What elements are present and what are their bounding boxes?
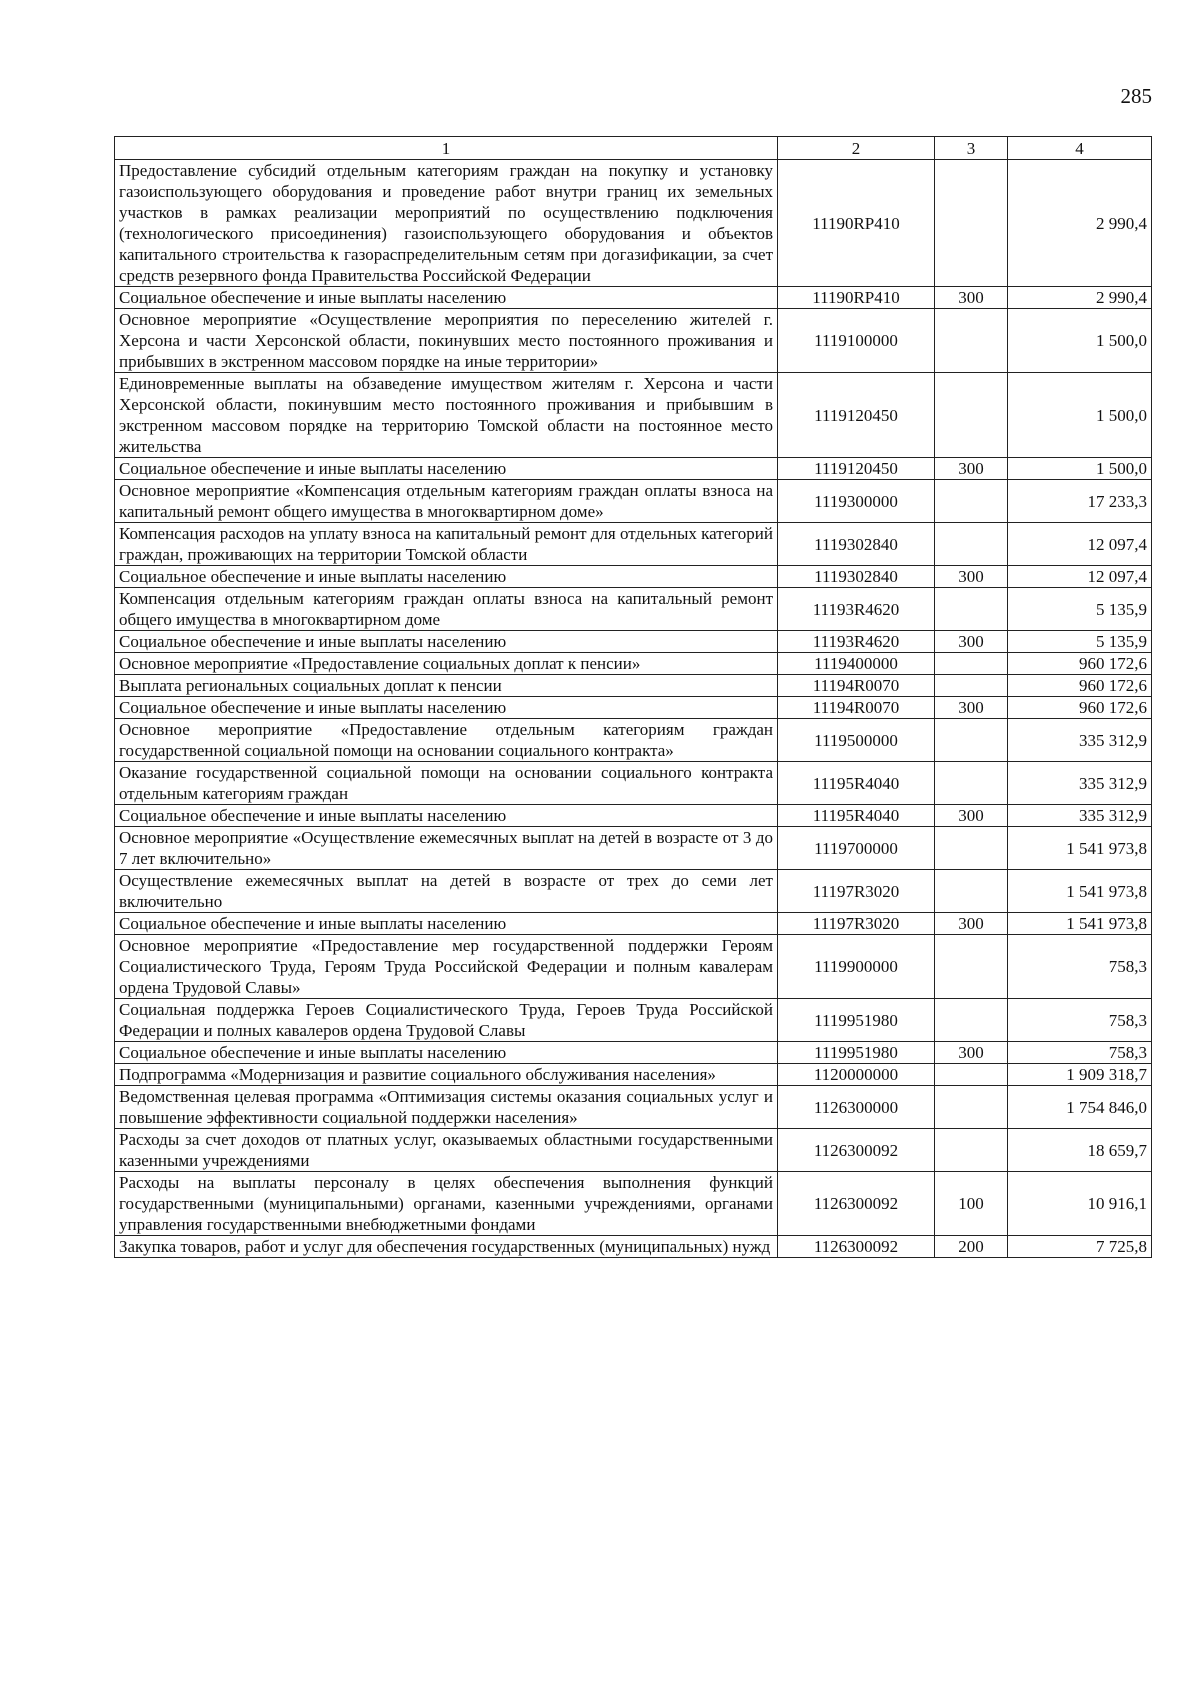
row-code: 1126300092 [778, 1172, 935, 1236]
table-row [115, 373, 1152, 458]
table-row [115, 697, 1152, 719]
table-row [115, 480, 1152, 523]
row-code: 1119500000 [778, 719, 935, 762]
row-code: 11190RP410 [778, 160, 935, 287]
row-type [935, 480, 1008, 523]
table-row [115, 566, 1152, 588]
row-code: 1120000000 [778, 1064, 935, 1086]
row-code: 11190RP410 [778, 287, 935, 309]
row-code: 11193R4620 [778, 631, 935, 653]
table-body [115, 160, 1152, 1258]
row-sum: 1 541 973,8 [1008, 870, 1152, 913]
row-code: 11194R0070 [778, 697, 935, 719]
row-type: 300 [935, 631, 1008, 653]
table-row [115, 827, 1152, 870]
row-sum: 12 097,4 [1008, 523, 1152, 566]
table-header [115, 137, 1152, 160]
row-type [935, 935, 1008, 999]
table-row [115, 999, 1152, 1042]
row-name: Социальная поддержка Героев Социалистического Труда, Героев Труда Российской Федерации и полных кавалеров ордена Трудовой Славы [115, 999, 778, 1042]
row-name: Социальное обеспечение и иные выплаты населению [115, 566, 778, 588]
table-row [115, 805, 1152, 827]
row-type [935, 675, 1008, 697]
table-row [115, 653, 1152, 675]
row-code: 1119400000 [778, 653, 935, 675]
row-name: Социальное обеспечение и иные выплаты населению [115, 697, 778, 719]
row-sum: 335 312,9 [1008, 805, 1152, 827]
row-sum: 960 172,6 [1008, 675, 1152, 697]
table-row [115, 631, 1152, 653]
row-code: 1119100000 [778, 309, 935, 373]
row-sum: 1 500,0 [1008, 309, 1152, 373]
row-type: 200 [935, 1236, 1008, 1258]
row-sum: 12 097,4 [1008, 566, 1152, 588]
row-type [935, 827, 1008, 870]
row-type [935, 160, 1008, 287]
row-code: 1126300092 [778, 1129, 935, 1172]
table-row [115, 935, 1152, 999]
row-type: 100 [935, 1172, 1008, 1236]
row-sum: 758,3 [1008, 1042, 1152, 1064]
table-row [115, 588, 1152, 631]
row-type: 300 [935, 458, 1008, 480]
table-row [115, 1086, 1152, 1129]
row-name: Подпрограмма «Модернизация и развитие социального обслуживания населения» [115, 1064, 778, 1086]
row-sum: 960 172,6 [1008, 653, 1152, 675]
row-type [935, 999, 1008, 1042]
table-row [115, 719, 1152, 762]
row-type [935, 870, 1008, 913]
header-row [115, 137, 1152, 160]
row-name: Социальное обеспечение и иные выплаты населению [115, 631, 778, 653]
table-row [115, 762, 1152, 805]
budget-table [114, 136, 1152, 1258]
table-row [115, 913, 1152, 935]
table-row [115, 160, 1152, 287]
header-col-code: 2 [778, 137, 935, 160]
row-sum: 17 233,3 [1008, 480, 1152, 523]
row-sum: 335 312,9 [1008, 719, 1152, 762]
row-code: 1119120450 [778, 373, 935, 458]
table-row [115, 1129, 1152, 1172]
table-row [115, 309, 1152, 373]
row-name: Социальное обеспечение и иные выплаты населению [115, 458, 778, 480]
row-code: 1119951980 [778, 1042, 935, 1064]
row-name: Социальное обеспечение и иные выплаты населению [115, 913, 778, 935]
row-sum: 1 909 318,7 [1008, 1064, 1152, 1086]
row-code: 11197R3020 [778, 870, 935, 913]
row-name: Расходы за счет доходов от платных услуг, оказываемых областными государственными казенными учреждениями [115, 1129, 778, 1172]
row-sum: 1 500,0 [1008, 458, 1152, 480]
row-code: 1126300092 [778, 1236, 935, 1258]
row-type: 300 [935, 1042, 1008, 1064]
row-type [935, 1064, 1008, 1086]
page-number: 285 [1120, 84, 1152, 108]
row-sum: 335 312,9 [1008, 762, 1152, 805]
table-row [115, 675, 1152, 697]
row-name: Основное мероприятие «Осуществление мероприятия по переселению жителей г. Херсона и части Херсонской области, покинувших место постоянного проживания и прибывших в экстренном массовом порядке на иные территории» [115, 309, 778, 373]
row-type [935, 1129, 1008, 1172]
row-sum: 10 916,1 [1008, 1172, 1152, 1236]
row-name: Основное мероприятие «Предоставление социальных доплат к пенсии» [115, 653, 778, 675]
row-sum: 7 725,8 [1008, 1236, 1152, 1258]
row-code: 1126300000 [778, 1086, 935, 1129]
table-row [115, 870, 1152, 913]
row-name: Ведомственная целевая программа «Оптимизация системы оказания социальных услуг и повышение эффективности социальной поддержки населения» [115, 1086, 778, 1129]
row-type [935, 373, 1008, 458]
row-code: 11195R4040 [778, 805, 935, 827]
row-name: Предоставление субсидий отдельным категориям граждан на покупку и установку газоиспользующего оборудования и проведение работ внутри границ их земельных участков в рамках реализации мероприятий по осуществлению подключения (технологического присоединения) газоиспользующего оборудования и объектов капитального строительства к газораспределительным сетям при догазификации, за счет средств резервного фонда Правительства Российской Федерации [115, 160, 778, 287]
row-code: 1119302840 [778, 566, 935, 588]
row-code: 1119900000 [778, 935, 935, 999]
row-name: Социальное обеспечение и иные выплаты населению [115, 287, 778, 309]
header-col-type: 3 [935, 137, 1008, 160]
row-sum: 960 172,6 [1008, 697, 1152, 719]
row-type: 300 [935, 566, 1008, 588]
table-row [115, 1042, 1152, 1064]
row-type: 300 [935, 805, 1008, 827]
row-sum: 1 541 973,8 [1008, 827, 1152, 870]
row-code: 1119700000 [778, 827, 935, 870]
row-code: 11197R3020 [778, 913, 935, 935]
row-sum: 758,3 [1008, 999, 1152, 1042]
row-code: 11195R4040 [778, 762, 935, 805]
row-name: Закупка товаров, работ и услуг для обеспечения государственных (муниципальных) нужд [115, 1236, 778, 1258]
row-code: 1119302840 [778, 523, 935, 566]
table-row [115, 1172, 1152, 1236]
header-col-name: 1 [115, 137, 778, 160]
row-sum: 758,3 [1008, 935, 1152, 999]
row-name: Осуществление ежемесячных выплат на детей в возрасте от трех до семи лет включительно [115, 870, 778, 913]
row-name: Социальное обеспечение и иные выплаты населению [115, 805, 778, 827]
table-row [115, 287, 1152, 309]
row-sum: 18 659,7 [1008, 1129, 1152, 1172]
row-code: 1119300000 [778, 480, 935, 523]
row-type [935, 588, 1008, 631]
row-name: Компенсация отдельным категориям граждан оплаты взноса на капитальный ремонт общего имущества в многоквартирном доме [115, 588, 778, 631]
row-name: Выплата региональных социальных доплат к пенсии [115, 675, 778, 697]
row-code: 1119951980 [778, 999, 935, 1042]
row-name: Единовременные выплаты на обзаведение имуществом жителям г. Херсона и части Херсонской области, покинувшим место постоянного проживания и прибывшим в экстренном массовом порядке на территорию Томской области на постоянное место жительства [115, 373, 778, 458]
row-type: 300 [935, 697, 1008, 719]
row-sum: 1 500,0 [1008, 373, 1152, 458]
row-type [935, 1086, 1008, 1129]
row-type: 300 [935, 913, 1008, 935]
row-type [935, 719, 1008, 762]
row-name: Основное мероприятие «Компенсация отдельным категориям граждан оплаты взноса на капитальный ремонт общего имущества в многоквартирном доме» [115, 480, 778, 523]
row-type [935, 653, 1008, 675]
table-row [115, 1236, 1152, 1258]
row-name: Основное мероприятие «Предоставление мер государственной поддержки Героям Социалистического Труда, Героям Труда Российской Федерации и полным кавалерам ордена Трудовой Славы» [115, 935, 778, 999]
table-row [115, 458, 1152, 480]
row-name: Расходы на выплаты персоналу в целях обеспечения выполнения функций государственными (муниципальными) органами, казенными учреждениями, органами управления государственными внебюджетными фондами [115, 1172, 778, 1236]
row-code: 11193R4620 [778, 588, 935, 631]
row-sum: 5 135,9 [1008, 631, 1152, 653]
row-name: Оказание государственной социальной помощи на основании социального контракта отдельным категориям граждан [115, 762, 778, 805]
row-type: 300 [935, 287, 1008, 309]
table-row [115, 1064, 1152, 1086]
row-name: Основное мероприятие «Предоставление отдельным категориям граждан государственной социальной помощи на основании социального контракта» [115, 719, 778, 762]
row-type [935, 309, 1008, 373]
row-sum: 2 990,4 [1008, 160, 1152, 287]
row-name: Социальное обеспечение и иные выплаты населению [115, 1042, 778, 1064]
row-name: Компенсация расходов на уплату взноса на капитальный ремонт для отдельных категорий граждан, проживающих на территории Томской области [115, 523, 778, 566]
row-type [935, 762, 1008, 805]
table-row [115, 523, 1152, 566]
row-sum: 2 990,4 [1008, 287, 1152, 309]
row-code: 11194R0070 [778, 675, 935, 697]
row-sum: 1 754 846,0 [1008, 1086, 1152, 1129]
row-sum: 1 541 973,8 [1008, 913, 1152, 935]
row-type [935, 523, 1008, 566]
row-code: 1119120450 [778, 458, 935, 480]
row-name: Основное мероприятие «Осуществление ежемесячных выплат на детей в возрасте от 3 до 7 лет включительно» [115, 827, 778, 870]
header-col-sum: 4 [1008, 137, 1152, 160]
row-sum: 5 135,9 [1008, 588, 1152, 631]
